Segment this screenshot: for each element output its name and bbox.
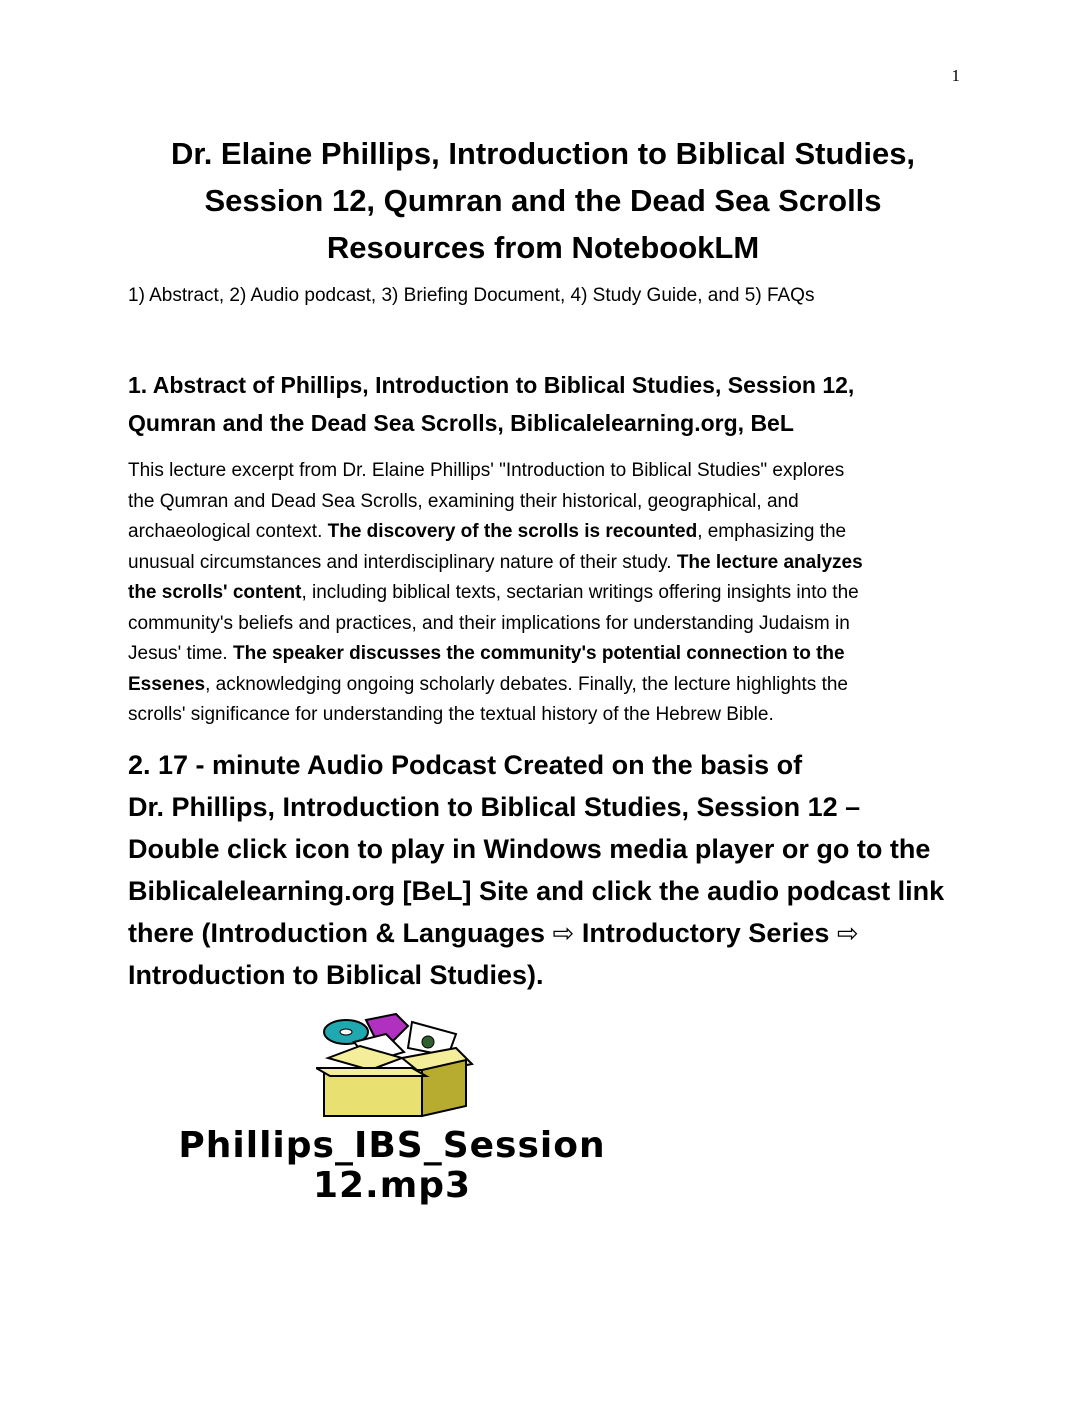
abstract-text: , including biblical texts, sectarian writings offering insights into the	[301, 582, 859, 603]
title-line-3: Resources from NotebookLM	[326, 230, 760, 265]
abstract-line: scrolls' significance for understanding the textual history of the Hebrew Bible.	[128, 704, 774, 725]
abstract-heading-line-2: Qumran and the Dead Sea Scrolls, Biblicalelearning.org, BeL	[128, 410, 794, 436]
abstract-bold-text: The discovery of the scrolls is recounted	[327, 521, 698, 542]
attachment-filename[interactable]	[128, 1126, 656, 1206]
abstract-text: unusual circumstances and interdisciplinary nature of their study.	[128, 551, 677, 573]
podcast-heading-line: 2. 17 - minute Audio Podcast Created on the basis of	[128, 750, 803, 780]
abstract-line: This lecture excerpt from Dr. Elaine Phillips' "Introduction to Biblical Studies" explores	[128, 460, 845, 481]
abstract-bold-text: Essenes	[128, 673, 206, 695]
abstract-paragraph	[128, 456, 958, 731]
podcast-heading-line: Double click icon to play in Windows media player or go to the	[128, 834, 931, 864]
podcast-heading	[128, 744, 944, 996]
contents-list: 1) Abstract, 2) Audio podcast, 3) Briefing Document, 4) Study Guide, and 5) FAQs	[128, 285, 815, 306]
podcast-heading-line: Dr. Phillips, Introduction to Biblical Studies, Session 12 –	[128, 792, 861, 822]
abstract-heading	[128, 366, 854, 442]
abstract-text: archaeological context.	[128, 521, 328, 542]
abstract-line	[128, 639, 958, 670]
media-package-icon[interactable]	[316, 1012, 478, 1118]
podcast-heading-text: there (Introduction & Languages	[128, 918, 553, 948]
filename-line-2: 12.mp3	[312, 1165, 472, 1206]
page-number: 1	[951, 66, 960, 85]
podcast-heading-line: Biblicalelearning.org [BeL] Site and click the audio podcast link	[128, 876, 945, 906]
abstract-text: , acknowledging ongoing scholarly debates. Finally, the lecture highlights the	[205, 673, 848, 695]
abstract-text: , emphasizing the	[697, 521, 847, 542]
right-arrow-icon: ⇨	[552, 918, 575, 948]
abstract-bold-text: the scrolls' content	[128, 582, 302, 603]
abstract-line	[128, 548, 958, 579]
document-title	[128, 130, 958, 271]
abstract-bold-text: The speaker discusses the community's potential connection to the	[233, 643, 845, 664]
abstract-line: the Qumran and Dead Sea Scrolls, examining their historical, geographical, and	[128, 490, 799, 512]
abstract-bold-text: The lecture analyzes	[676, 551, 863, 573]
abstract-line	[128, 670, 958, 701]
abstract-text: Jesus' time.	[128, 643, 233, 664]
abstract-line	[128, 517, 958, 548]
podcast-heading-line	[128, 912, 944, 954]
podcast-heading-text: Introductory Series	[574, 918, 837, 948]
podcast-heading-line: Introduction to Biblical Studies).	[128, 960, 544, 990]
title-line-1: Dr. Elaine Phillips, Introduction to Biblical Studies,	[170, 136, 916, 171]
abstract-line	[128, 578, 958, 609]
right-arrow-icon: ⇨	[836, 918, 859, 948]
filename-line-1: Phillips_IBS_Session	[178, 1125, 606, 1166]
abstract-line: community's beliefs and practices, and their implications for understanding Judaism in	[128, 612, 850, 634]
abstract-heading-line-1: 1. Abstract of Phillips, Introduction to Biblical Studies, Session 12,	[128, 372, 855, 398]
title-line-2: Session 12, Qumran and the Dead Sea Scrolls	[204, 183, 882, 218]
